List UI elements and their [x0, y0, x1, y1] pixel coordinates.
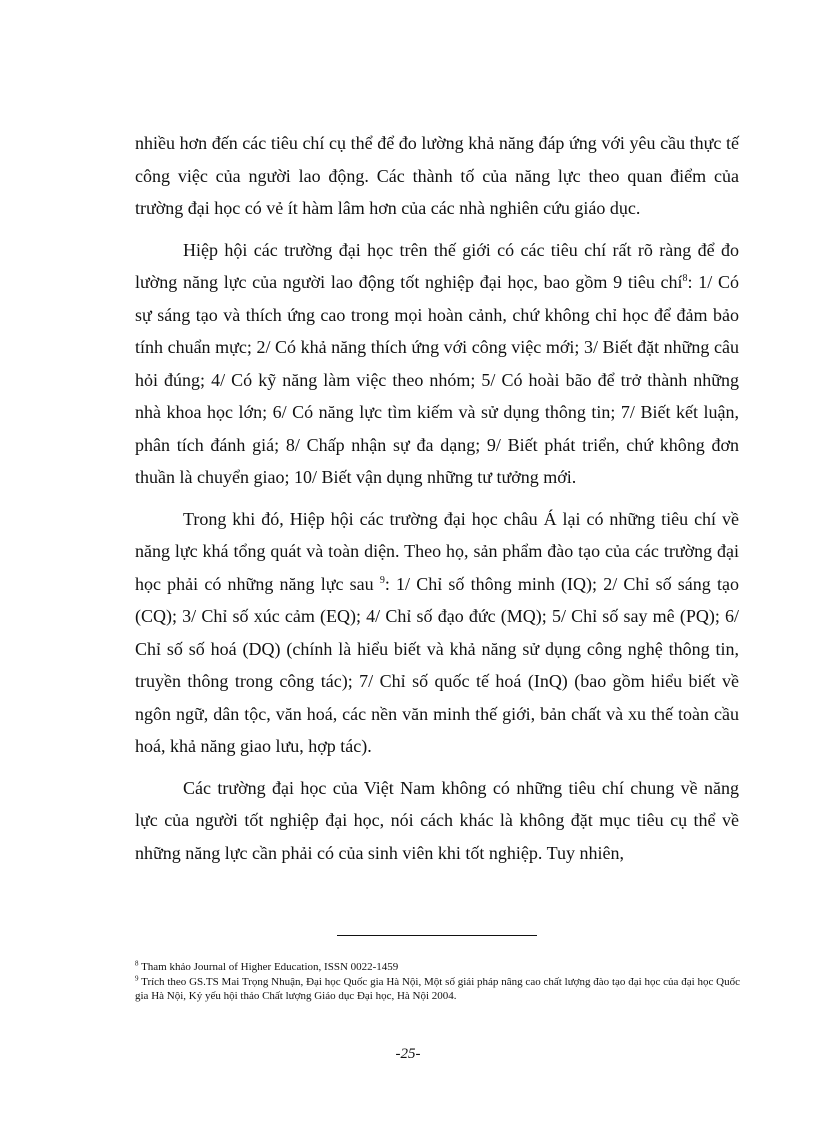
- footnote-8: [135, 960, 740, 975]
- paragraph-vietnam-universities: Các trường đại học của Việt Nam không có những tiêu chí chung về năng lực của người tốt nghiệp đại học, nói cách khác là không đặt mục tiêu cụ thể về những năng lực cần phải có của sinh viên khi tốt nghiệp. Tuy nhiên,: [135, 777, 739, 863]
- footnote-text: Trích theo GS.TS Mai Trọng Nhuận, Đại học Quốc gia Hà Nội, Một số giải pháp nâng cao chất lượng đào tạo đại học của đại học Quốc gia Hà Nội, Kỷ yếu hội thảo Chất lượng Giáo dục Đại học, Hà Nội 2004.: [135, 975, 740, 1002]
- paragraph-text: : 1/ Có sự sáng tạo và thích ứng cao trong mọi hoàn cảnh, chứ không chỉ học để đảm bảo tính chuẩn mực; 2/ Có khả năng thích ứng với công việc mới; 3/ Biết đặt những câu hỏi đúng; 4/ Có kỹ năng làm việc theo nhóm; 5/ Có hoài bão để trở thành những nhà khoa học lớn; 6/ Có năng lực tìm kiếm và sử dụng thông tin; 7/ Biết kết luận, phân tích đánh giá; 8/ Chấp nhận sự đa dạng; 9/ Biết phát triển, chứ không đơn thuần là chuyển giao; 10/ Biết vận dụng những tư tưởng mới.: [135, 272, 739, 487]
- footnote-number: 9: [135, 973, 139, 982]
- footnote-number: 8: [135, 959, 139, 968]
- paragraph-text: : 1/ Chỉ số thông minh (IQ); 2/ Chỉ số sáng tạo (CQ); 3/ Chỉ số xúc cảm (EQ); 4/ Chỉ số đạo đức (MQ); 5/ Chỉ số say mê (PQ); 6/ Chỉ số số hoá (DQ) (chính là hiểu biết và khả năng sử dụng công nghệ thông tin, truyền thông trong công tác); 7/ Chỉ số quốc tế hoá (InQ) (bao gồm hiểu biết về ngôn ngữ, dân tộc, văn hoá, các nền văn minh thế giới, bản chất và xu thế toàn cầu hoá, khả năng giao lưu, hợp tác).: [135, 573, 739, 756]
- footnote-ref-8[interactable]: 8: [682, 273, 688, 284]
- paragraph-continuation: nhiều hơn đến các tiêu chí cụ thể để đo lường khả năng đáp ứng với yêu cầu thực tế công việc của người lao động. Các thành tố của năng lực theo quan điểm của trường đại học có vẻ ít hàm lâm hơn của các nhà nghiên cứu giáo dục.: [135, 133, 739, 218]
- footnote-text: Tham khảo Journal of Higher Education, ISSN 0022-1459: [141, 961, 399, 973]
- paragraph-asia-association: [135, 503, 739, 763]
- page-number: -25-: [395, 1046, 421, 1062]
- footnote-ref-9[interactable]: 9: [379, 574, 385, 586]
- footnote-9: [135, 975, 740, 1004]
- body-text: [135, 127, 739, 869]
- paragraph-text: Hiệp hội các trường đại học trên thế giới có các tiêu chí rất rõ ràng để đo lường năng lực của người lao động tốt nghiệp đại học, bao gồm 9 tiêu chí: [135, 239, 739, 292]
- paragraph-text: Trong khi đó, Hiệp hội các trường đại học châu Á lại có những tiêu chí về năng lực khá tổng quát và toàn diện. Theo họ, sản phẩm đào tạo của các trường đại học phải có những năng lực sau: [135, 508, 739, 594]
- footnotes: [135, 960, 740, 1004]
- footnote-separator: [337, 935, 537, 936]
- paragraph-world-association: [135, 234, 739, 494]
